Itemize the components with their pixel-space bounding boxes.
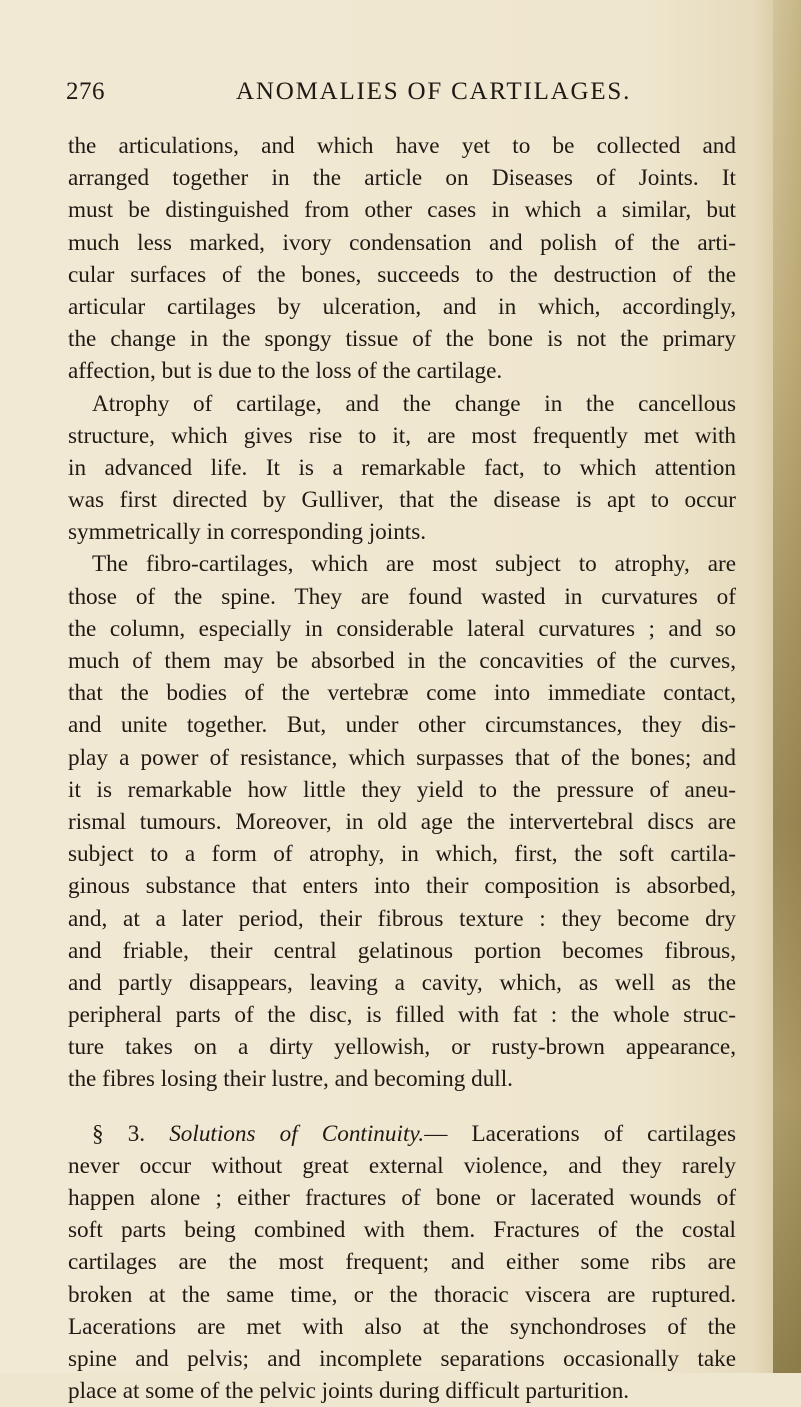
text-line: peripheral parts of the disc, is filled with fat : the whole struc- (68, 1002, 736, 1029)
paragraph-1 (68, 130, 736, 388)
text-line: in advanced life. It is a remarkable fact, to which attention (68, 454, 736, 481)
text-line: subject to a form of atrophy, in which, first, the soft cartila- (68, 841, 736, 868)
text-line: never occur without great external violence, and they rarely (68, 1152, 736, 1179)
text-line: must be distinguished from other cases in which a similar, but (68, 197, 736, 224)
page-header (66, 78, 756, 118)
text-line: broken at the same time, or the thoracic viscera are ruptured. (68, 1281, 736, 1308)
text-line: was first directed by Gulliver, that the disease is apt to occur (68, 487, 736, 514)
text-line: spine and pelvis; and incomplete separations occasionally take (68, 1345, 736, 1372)
text-line: ture takes on a dirty yellowish, or rusty-brown appearance, (68, 1034, 736, 1061)
text-line: much less marked, ivory condensation and polish of the arti- (68, 229, 736, 256)
text-line: and partly disappears, leaving a cavity, which, as well as the (68, 969, 736, 996)
text-line: rismal tumours. Moreover, in old age the intervertebral discs are (68, 808, 736, 835)
text-line: affection, but is due to the loss of the cartilage. (68, 358, 503, 385)
running-head: ANOMALIES OF CARTILAGES. (236, 78, 632, 105)
body-text (68, 130, 736, 1407)
text-line: ginous substance that enters into their composition is absorbed, (68, 873, 736, 900)
text-line: soft parts being combined with them. Fractures of the costal (68, 1217, 736, 1244)
text-line: it is remarkable how little they yield to the pressure of aneu- (68, 776, 736, 803)
text-line: the column, especially in considerable lateral curvatures ; and so (68, 615, 736, 642)
section-title: Solutions of Continuity. (169, 1120, 425, 1147)
text-line: the change in the spongy tissue of the bone is not the primary (68, 326, 736, 353)
section-heading-line (68, 1118, 736, 1150)
text-line: those of the spine. They are found wasted in curvatures of (68, 583, 736, 610)
text-line: cular surfaces of the bones, succeeds to the destruction of the (68, 261, 736, 288)
page-edge-stain (773, 0, 801, 1373)
page-number: 276 (66, 78, 105, 105)
section-lead-text: — Lacerations of cartilages (424, 1120, 737, 1147)
section-spacer (68, 1096, 736, 1118)
section-number: § 3. (92, 1120, 146, 1147)
paragraph-2 (68, 388, 736, 549)
text-line: place at some of the pelvic joints during difficult parturition. (68, 1378, 630, 1405)
text-line: structure, which gives rise to it, are most frequently met with (68, 422, 736, 449)
text-line: Lacerations are met with also at the synchondroses of the (68, 1313, 736, 1340)
paragraph-3 (68, 548, 736, 1095)
text-line: and unite together. But, under other circumstances, they dis- (68, 712, 736, 739)
text-line: the articulations, and which have yet to be collected and (68, 133, 736, 159)
text-line: cartilages are the most frequent; and either some ribs are (68, 1249, 736, 1276)
text-line: happen alone ; either fractures of bone or lacerated wounds of (68, 1185, 736, 1211)
text-line: and, at a later period, their fibrous texture : they become dry (68, 905, 736, 932)
text-line: Atrophy of cartilage, and the change in the cancellous (92, 390, 736, 417)
text-line: articular cartilages by ulceration, and in which, accordingly, (68, 293, 736, 320)
text-line: symmetrically in corresponding joints. (68, 519, 427, 546)
text-line: and friable, their central gelatinous portion becomes fibrous, (68, 937, 736, 964)
text-line: much of them may be absorbed in the concavities of the curves, (68, 648, 736, 674)
section-3 (68, 1118, 736, 1407)
text-line: that the bodies of the vertebræ come into immediate contact, (68, 680, 736, 707)
text-line: arranged together in the article on Diseases of Joints. It (68, 165, 736, 192)
text-line: The fibro-cartilages, which are most subject to atrophy, are (92, 551, 736, 578)
text-line: the fibres losing their lustre, and becoming dull. (68, 1066, 513, 1093)
text-line: play a power of resistance, which surpasses that of the bones; and (68, 744, 736, 771)
